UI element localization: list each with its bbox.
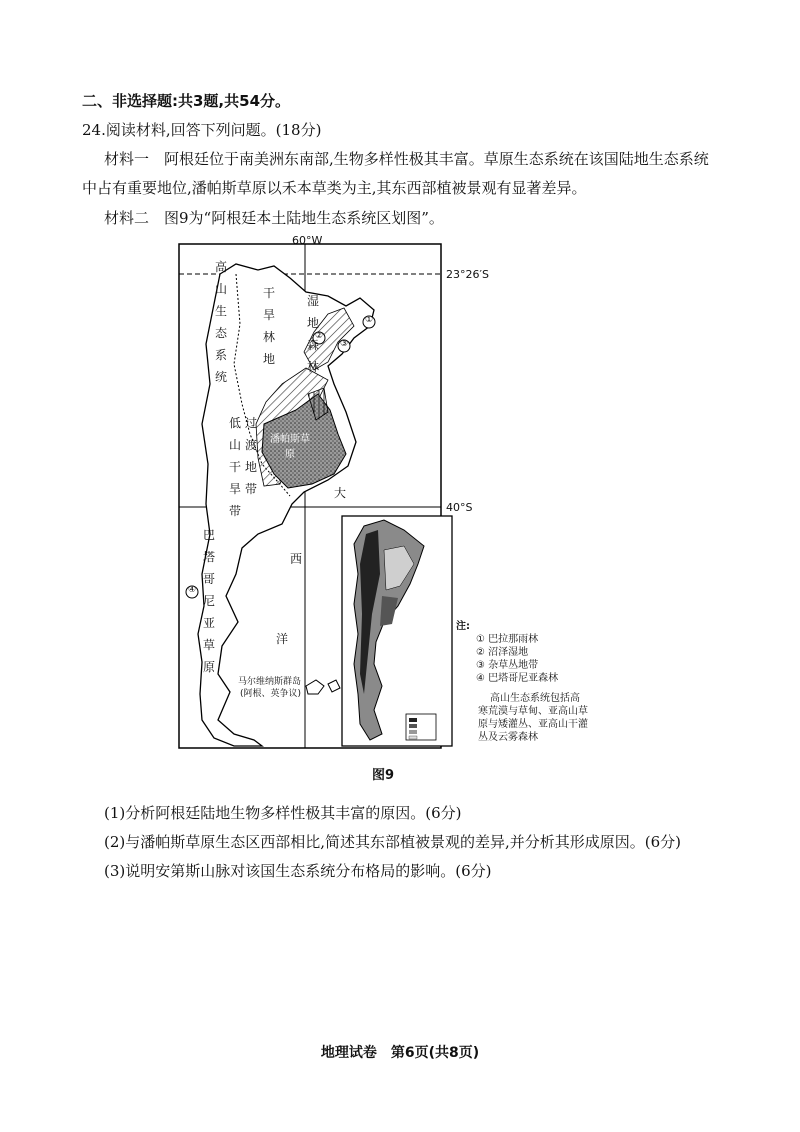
- sub-question-3: (3)说明安第斯山脉对该国生态系统分布格局的影响。(6分): [104, 862, 492, 880]
- question-heading: 24.阅读材料,回答下列问题。(18分): [82, 121, 322, 139]
- region-wetland-forest: 湿地森林: [306, 294, 319, 374]
- malvinas-label: 马尔维纳斯群岛: [238, 677, 302, 687]
- ocean-label-da: 大: [334, 486, 347, 500]
- legend-item-3: ③ 杂草丛地带: [476, 660, 539, 671]
- map-note-line-2: 寒荒漠与草甸、亚高山草: [478, 706, 588, 717]
- ocean-label-west: 西: [290, 552, 303, 566]
- section-title: 二、非选择题:共3题,共54分。: [82, 92, 291, 110]
- marker-1: ①: [365, 315, 374, 325]
- figure-caption: 图9: [372, 768, 395, 783]
- region-patagonia: 巴塔哥尼亚草原: [202, 528, 215, 674]
- page-footer: 地理试卷 第6页(共8页): [320, 1045, 480, 1061]
- legend-item-2: ② 沼泽湿地: [476, 647, 529, 658]
- map-note-line-1: 高山生态系统包括高: [490, 693, 580, 704]
- region-alpine: 高山生态系统: [214, 260, 227, 384]
- material-one-line-2: 中占有重要地位,潘帕斯草原以禾本草类为主,其东西部植被景观有显著差异。: [82, 179, 587, 197]
- marker-2: ②: [315, 331, 324, 341]
- longitude-label: 60°W: [292, 234, 323, 247]
- malvinas-note: (阿根、英争议): [240, 689, 302, 699]
- sub-question-1: (1)分析阿根廷陆地生物多样性极其丰富的原因。(6分): [104, 804, 462, 822]
- sub-question-2: (2)与潘帕斯草原生态区西部相比,简述其东部植被景观的差异,并分析其形成原因。(6分): [104, 833, 682, 851]
- map-legend: [456, 620, 558, 685]
- map-note: [478, 692, 588, 744]
- material-two: 材料二 图9为“阿根廷本土陆地生态系统区划图”。: [104, 209, 444, 227]
- map-note-line-3: 原与矮灌丛、亚高山干灌: [478, 719, 588, 730]
- forty-south-label: 40°S: [446, 501, 473, 514]
- marker-4: ④: [188, 585, 197, 595]
- map-note-line-4: 丛及云雾森林: [478, 732, 538, 743]
- region-lowland-dry: 低山干旱带: [228, 416, 241, 518]
- argentina-ecosystem-map: [178, 234, 489, 754]
- region-transition: 过渡地带: [244, 416, 257, 496]
- tropic-latitude-label: 23°26′S: [446, 268, 489, 281]
- ocean-label-yang: 洋: [276, 632, 289, 646]
- legend-title: 注:: [456, 621, 470, 632]
- legend-item-4: ④ 巴塔哥尼亚森林: [476, 673, 559, 684]
- legend-item-1: ① 巴拉那雨林: [476, 634, 539, 645]
- region-dry-forest: 干旱林地: [262, 286, 275, 366]
- region-pampas: 潘帕斯草原: [270, 434, 310, 460]
- marker-3: ③: [340, 339, 349, 349]
- material-one-line-1: 材料一 阿根廷位于南美洲东南部,生物多样性极其丰富。草原生态系统在该国陆地生态系统: [104, 150, 709, 168]
